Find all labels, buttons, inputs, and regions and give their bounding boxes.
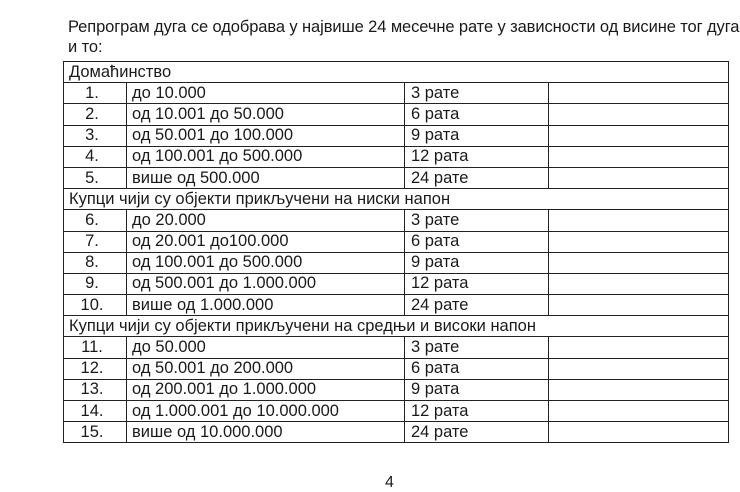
empty-cell xyxy=(549,337,729,358)
installment-count: 3 рате xyxy=(405,83,549,104)
row-number: 2. xyxy=(64,104,127,125)
row-number: 11. xyxy=(64,337,127,358)
debt-range: од 500.001 до 1.000.000 xyxy=(127,273,405,294)
row-number: 10. xyxy=(64,295,127,316)
intro-line-1: Репрограм дуга се одобрава у највише 24 месечне рате у зависности од висине тог дуга xyxy=(68,18,740,36)
debt-range: више од 500.000 xyxy=(127,167,405,188)
empty-cell xyxy=(549,295,729,316)
installment-table-body xyxy=(64,62,729,443)
debt-range: више од 1.000.000 xyxy=(127,295,405,316)
installment-count: 6 рата xyxy=(405,358,549,379)
table-row xyxy=(64,125,729,146)
table-row xyxy=(64,295,729,316)
empty-cell xyxy=(549,422,729,443)
debt-range: од 20.001 до100.000 xyxy=(127,231,405,252)
row-number: 3. xyxy=(64,125,127,146)
debt-range: од 50.001 до 200.000 xyxy=(127,358,405,379)
section-header-row xyxy=(64,189,729,210)
installment-count: 6 рата xyxy=(405,231,549,252)
section-title: Домаћинство xyxy=(64,62,729,83)
installment-count: 9 рата xyxy=(405,379,549,400)
installment-count: 12 рата xyxy=(405,401,549,422)
empty-cell xyxy=(549,358,729,379)
empty-cell xyxy=(549,252,729,273)
empty-cell xyxy=(549,401,729,422)
row-number: 14. xyxy=(64,401,127,422)
section-title: Купци чији су објекти прикључени на средњи и високи напон xyxy=(64,316,729,337)
debt-range: до 20.000 xyxy=(127,210,405,231)
empty-cell xyxy=(549,273,729,294)
table-row xyxy=(64,401,729,422)
table-row xyxy=(64,252,729,273)
installment-count: 3 рате xyxy=(405,337,549,358)
table-row xyxy=(64,422,729,443)
row-number: 12. xyxy=(64,358,127,379)
debt-range: до 10.000 xyxy=(127,83,405,104)
table-row xyxy=(64,379,729,400)
empty-cell xyxy=(549,125,729,146)
debt-range: од 100.001 до 500.000 xyxy=(127,252,405,273)
row-number: 4. xyxy=(64,146,127,167)
installment-table xyxy=(63,61,729,443)
debt-range: од 1.000.001 до 10.000.000 xyxy=(127,401,405,422)
empty-cell xyxy=(549,379,729,400)
section-title: Купци чији су објекти прикључени на ниски напон xyxy=(64,189,729,210)
installment-count: 12 рата xyxy=(405,146,549,167)
row-number: 8. xyxy=(64,252,127,273)
row-number: 1. xyxy=(64,83,127,104)
row-number: 6. xyxy=(64,210,127,231)
row-number: 7. xyxy=(64,231,127,252)
table-row xyxy=(64,146,729,167)
table-row xyxy=(64,358,729,379)
empty-cell xyxy=(549,83,729,104)
table-row xyxy=(64,210,729,231)
debt-range: од 200.001 до 1.000.000 xyxy=(127,379,405,400)
intro-line-2: и то: xyxy=(68,38,103,56)
table-row xyxy=(64,231,729,252)
installment-count: 24 рате xyxy=(405,167,549,188)
table-row xyxy=(64,83,729,104)
debt-range: од 10.001 до 50.000 xyxy=(127,104,405,125)
installment-count: 3 рате xyxy=(405,210,549,231)
debt-range: до 50.000 xyxy=(127,337,405,358)
installment-count: 24 рате xyxy=(405,295,549,316)
row-number: 13. xyxy=(64,379,127,400)
installment-count: 9 рата xyxy=(405,125,549,146)
debt-range: од 100.001 до 500.000 xyxy=(127,146,405,167)
section-header-row xyxy=(64,316,729,337)
table-row xyxy=(64,273,729,294)
row-number: 5. xyxy=(64,167,127,188)
table-row xyxy=(64,104,729,125)
empty-cell xyxy=(549,167,729,188)
installment-count: 6 рата xyxy=(405,104,549,125)
debt-range: од 50.001 до 100.000 xyxy=(127,125,405,146)
empty-cell xyxy=(549,210,729,231)
row-number: 15. xyxy=(64,422,127,443)
page-number: 4 xyxy=(385,474,394,491)
empty-cell xyxy=(549,104,729,125)
intro-paragraph xyxy=(68,17,740,57)
installment-count: 24 рате xyxy=(405,422,549,443)
table-row xyxy=(64,167,729,188)
section-header-row xyxy=(64,62,729,83)
empty-cell xyxy=(549,146,729,167)
row-number: 9. xyxy=(64,273,127,294)
empty-cell xyxy=(549,231,729,252)
debt-range: више од 10.000.000 xyxy=(127,422,405,443)
installment-count: 12 рата xyxy=(405,273,549,294)
table-row xyxy=(64,337,729,358)
installment-count: 9 рата xyxy=(405,252,549,273)
